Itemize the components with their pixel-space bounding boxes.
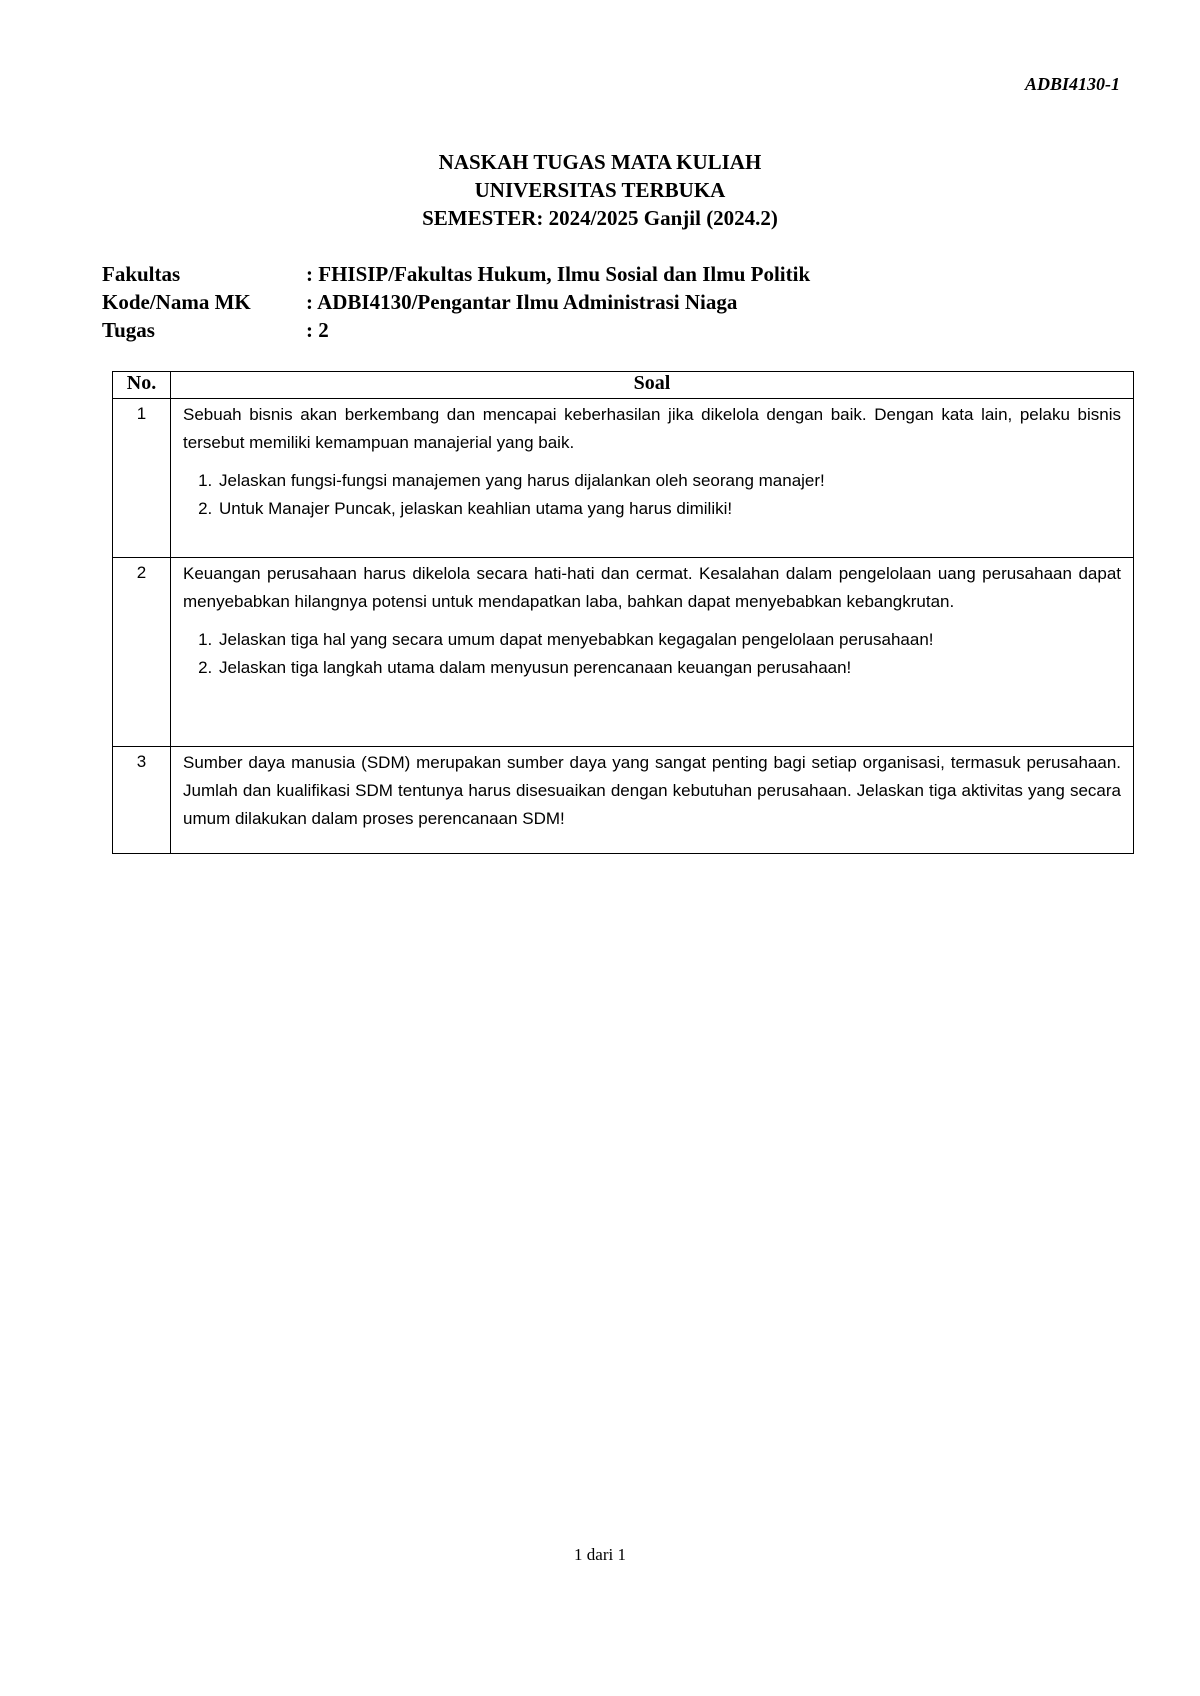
- question-number: 1: [113, 399, 171, 558]
- table-header-row: [113, 372, 1134, 399]
- question-list: [183, 626, 1121, 682]
- info-label: Tugas: [102, 318, 155, 342]
- info-value: : ADBI4130/Pengantar Ilmu Administrasi Niaga: [306, 290, 738, 314]
- question-text: Keuangan perusahaan harus dikelola secara hati-hati dan cermat. Kesalahan dalam pengelolaan uang perusahaan dapat menyebabkan hilangnya potensi untuk mendapatkan laba, bahkan dapat menyebabkan kebangkrutan.: [183, 564, 1121, 611]
- table-row: [113, 747, 1134, 854]
- document-code: ADBI4130-1: [1024, 74, 1120, 94]
- question-cell: [171, 747, 1134, 854]
- question-number: 3: [113, 747, 171, 854]
- question-item: 2. Jelaskan tiga langkah utama dalam menyusun perencanaan keuangan perusahaan!: [217, 654, 1121, 682]
- document-title: [0, 148, 1200, 232]
- header-no: No.: [113, 372, 171, 399]
- table-row: [113, 558, 1134, 747]
- info-row-tugas: [102, 316, 810, 344]
- page-number: 1 dari 1: [574, 1545, 626, 1564]
- question-cell: [171, 558, 1134, 747]
- question-text: Sumber daya manusia (SDM) merupakan sumber daya yang sangat penting bagi setiap organisasi, termasuk perusahaan. Jumlah dan kualifikasi SDM tentunya harus disesuaikan dengan kebutuhan perusahaan. Jelaskan tiga aktivitas yang secara umum dilakukan dalam proses perencanaan SDM!: [183, 753, 1121, 828]
- question-number: 2: [113, 558, 171, 747]
- question-item: 1. Jelaskan fungsi-fungsi manajemen yang harus dijalankan oleh seorang manajer!: [217, 467, 1121, 495]
- question-list: [183, 467, 1121, 523]
- title-line-3: SEMESTER: 2024/2025 Ganjil (2024.2): [422, 206, 778, 230]
- questions-table: [112, 371, 1134, 854]
- info-label: Fakultas: [102, 262, 181, 286]
- question-item: 2. Untuk Manajer Puncak, jelaskan keahlian utama yang harus dimiliki!: [217, 495, 1121, 523]
- info-label: Kode/Nama MK: [102, 290, 251, 314]
- header-soal: Soal: [171, 372, 1134, 399]
- question-cell: [171, 399, 1134, 558]
- info-value: : FHISIP/Fakultas Hukum, Ilmu Sosial dan Ilmu Politik: [306, 262, 811, 286]
- info-row-fakultas: [102, 260, 810, 288]
- info-value: : 2: [306, 318, 329, 342]
- table-row: [113, 399, 1134, 558]
- title-line-2: UNIVERSITAS TERBUKA: [474, 178, 726, 202]
- question-text: Sebuah bisnis akan berkembang dan mencapai keberhasilan jika dikelola dengan baik. Dengan kata lain, pelaku bisnis tersebut memiliki kemampuan manajerial yang baik.: [183, 405, 1121, 452]
- info-row-kode-mk: [102, 288, 810, 316]
- question-item: 1. Jelaskan tiga hal yang secara umum dapat menyebabkan kegagalan pengelolaan perusahaan!: [217, 626, 1121, 654]
- course-info: [102, 260, 810, 344]
- title-line-1: NASKAH TUGAS MATA KULIAH: [438, 150, 762, 174]
